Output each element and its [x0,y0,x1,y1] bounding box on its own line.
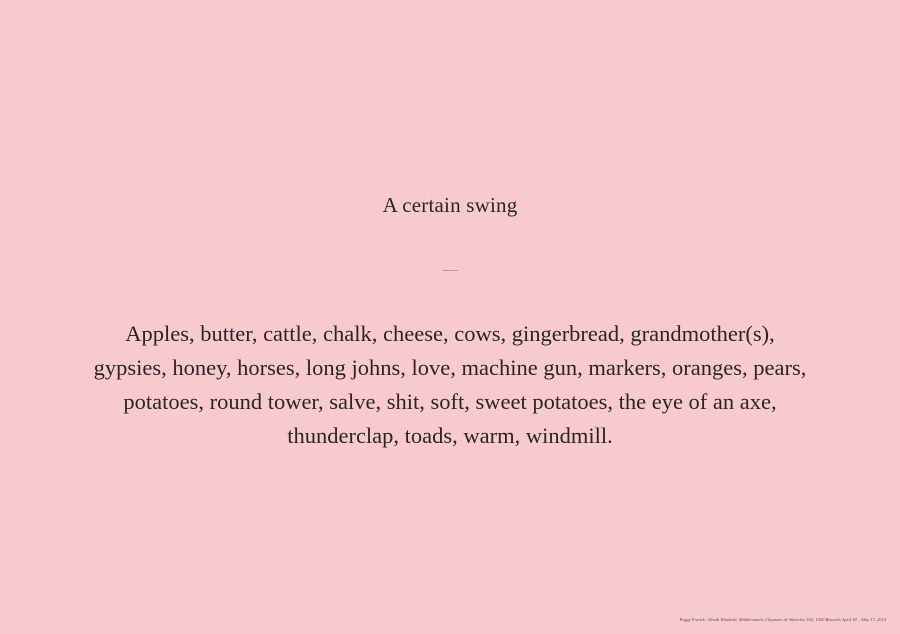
word-list-line-3: potatoes, round tower, salve, shit, soft, sweet potatoes, the eye of an axe, [123,389,777,414]
word-list-line-1: Apples, butter, cattle, chalk, cheese, cows, gingerbread, grandmother(s), [125,321,775,346]
word-list-line-2: gypsies, honey, horses, long johns, love, machine gun, markers, oranges, pears, [93,355,807,380]
footer-credit: Peggy Franck · Death Windmill, Middlemarch, Chaussée de Waterloo 550, 1050 Brussels April 18 – May 17, 2014 [679,617,886,622]
word-list-line-4: thunderclap, toads, warm, windmill. [287,423,613,448]
divider-line [443,270,458,271]
word-list [70,317,830,453]
poster-title: A certain swing [382,193,518,217]
